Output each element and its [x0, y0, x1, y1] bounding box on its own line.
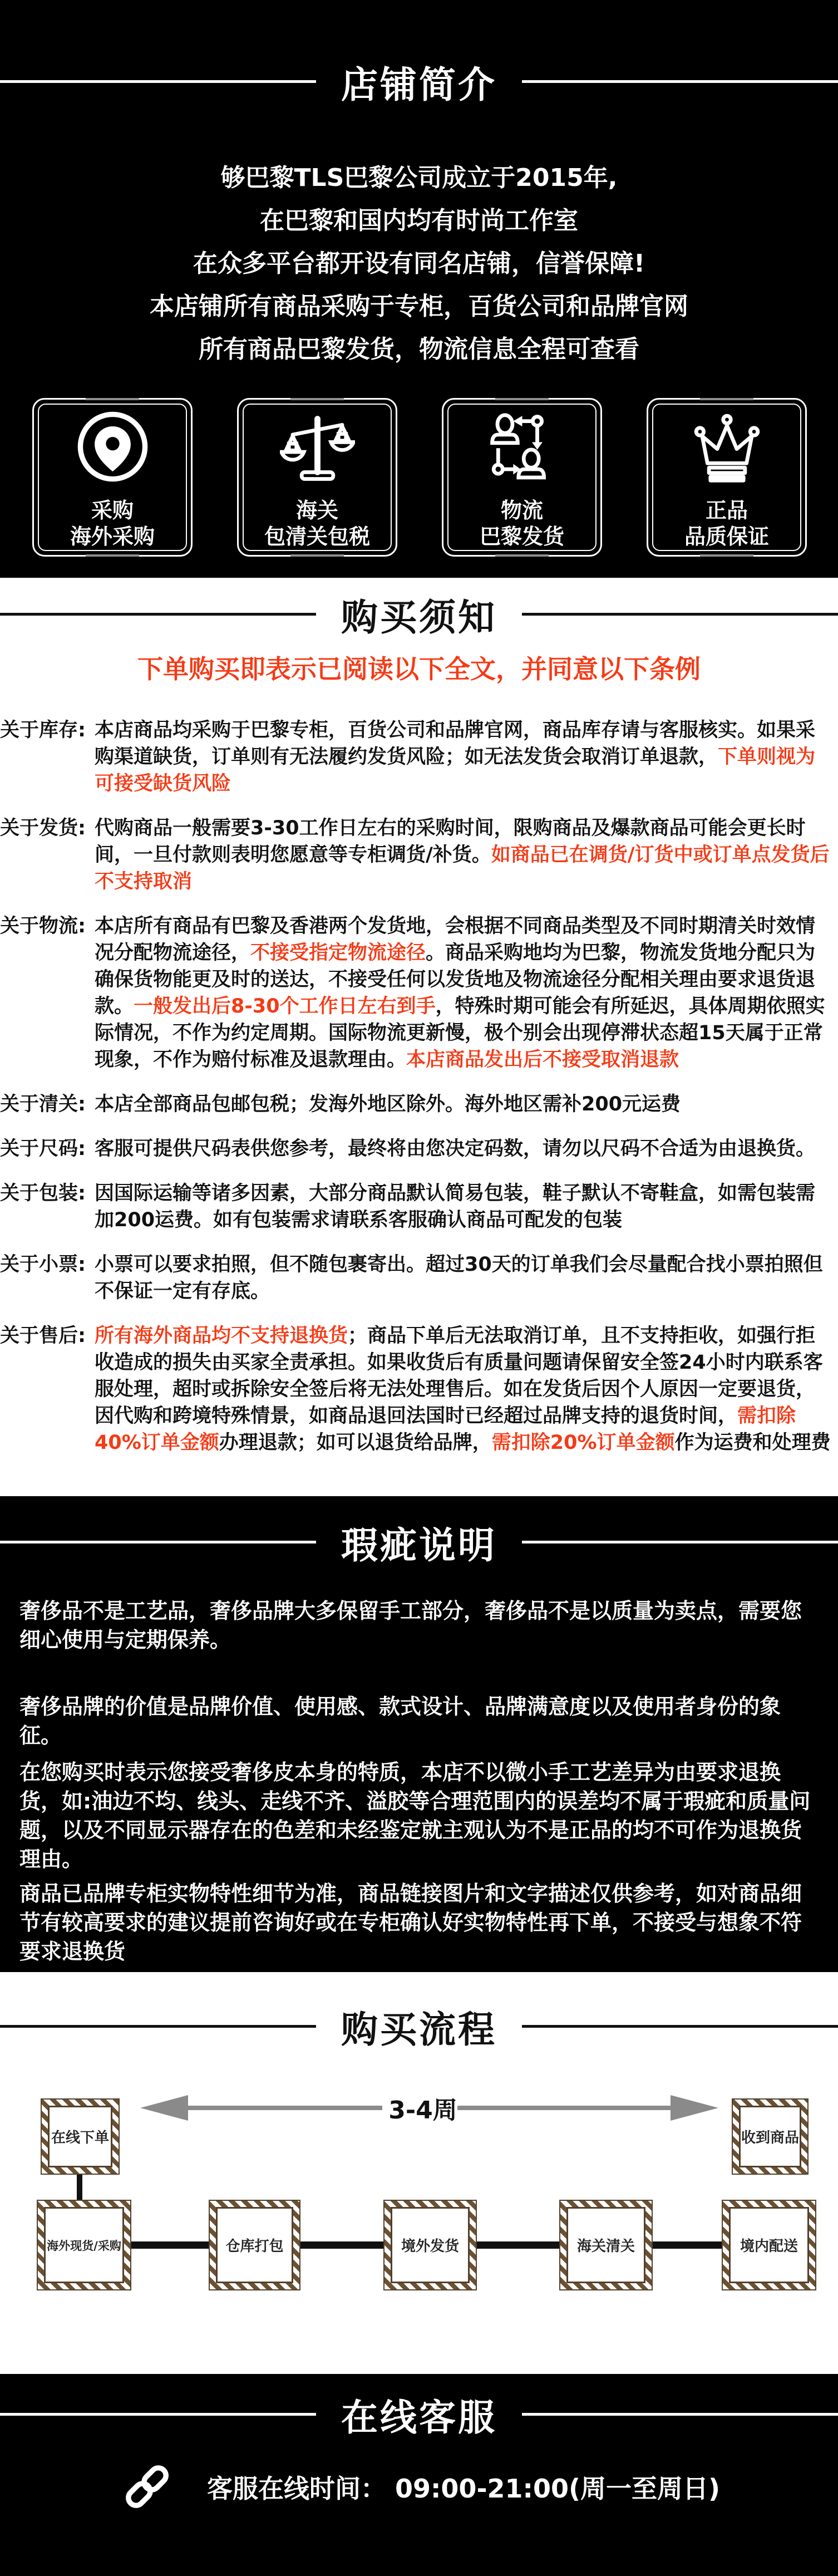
- store-intro-section: [0, 0, 838, 578]
- notice-label: 关于物流:: [0, 915, 86, 937]
- arrow-shaft-left: [188, 2106, 382, 2110]
- purchase-notice-title: 购买须知: [341, 596, 497, 639]
- flow-connector: [300, 2241, 383, 2249]
- frame-notch: [290, 398, 344, 400]
- flow-box-customs-clearance: 海关清关: [559, 2200, 653, 2290]
- arrowhead-right-icon: [671, 2095, 718, 2121]
- notice-body: 本店全部商品包邮包税；发海外地区除外。海外地区需补200元运费: [95, 1093, 681, 1115]
- notice-item-aftersale: [0, 1323, 834, 1456]
- notice-item-logistics: [0, 913, 834, 1073]
- notice-body: 因国际运输等诸多因素，大部分商品默认简易包装，鞋子默认不寄鞋盒，如需包装需加200运费。如有包装需求请联系客服确认商品可配发的包装: [95, 1182, 816, 1231]
- purchase-notice-title-bar: [0, 592, 838, 639]
- feature-box-purchase: [32, 398, 193, 557]
- feature-label: 采购 海外采购: [70, 498, 155, 549]
- purchase-flow-section: [0, 1972, 838, 2374]
- feature-label: 海关 包清关包税: [264, 498, 370, 549]
- title-rule-left: [0, 1541, 316, 1543]
- title-rule-right: [522, 1541, 838, 1543]
- notice-label: 关于发货:: [0, 817, 86, 839]
- defect-paragraph: 奢侈品牌的价值是品牌价值、使用感、款式设计、品牌满意度以及使用者身份的象征。: [19, 1694, 781, 1748]
- notice-item-receipt: [0, 1251, 834, 1305]
- defect-paragraph: 奢侈品不是工艺品，奢侈品牌大多保留手工部分，奢侈品不是以质量为卖点，需要您细心使用与定期保养。: [19, 1599, 802, 1652]
- title-rule-right: [522, 2025, 838, 2028]
- frame-notch: [495, 398, 549, 400]
- purchase-flow-title: 购买流程: [341, 2008, 497, 2051]
- arrowhead-left-icon: [140, 2095, 188, 2121]
- notice-body: 代购商品一般需要3-30工作日左右的采购时间，限购商品及爆款商品可能会更长时间，一旦付款则表明您愿意等专柜调货/补货。如商品已在调货/订货中或订单点发货后不支持取消: [95, 817, 830, 893]
- store-intro-text: [0, 156, 838, 371]
- notice-label: 关于小票:: [0, 1253, 86, 1276]
- title-rule-right: [522, 2413, 838, 2416]
- purchase-flow-title-bar: [0, 2004, 838, 2051]
- notice-list: [0, 717, 834, 1474]
- crown-icon: [689, 407, 765, 485]
- frame-notch: [86, 554, 139, 557]
- notice-body: 客服可提供尺码表供您参考，最终将由您决定码数，请勿以尺码不合适为由退换货。: [95, 1138, 816, 1160]
- flow-box-warehouse-packing: 仓库打包: [209, 2200, 300, 2290]
- notice-item-customs: [0, 1091, 834, 1118]
- flow-box-overseas-shipping: 境外发货: [383, 2200, 477, 2290]
- frame-notch: [700, 554, 753, 557]
- defect-paragraph: 在您购买时表示您接受奢侈皮本身的特质，本店不以微小手工艺差异为由要求退换货，如:油边不均、线头、走线不齐、溢胶等合理范围内的误差均不属于瑕疵和质量问题，以及不同显示器存在的色差和未经鉴定就主观认为不是正品的均不可作为退换货理由。: [19, 1760, 811, 1871]
- notice-label: 关于售后:: [0, 1325, 86, 1347]
- service-hours-row: [0, 2457, 838, 2516]
- notice-label: 关于尺码:: [0, 1138, 86, 1160]
- feature-box-authentic: [647, 398, 807, 557]
- notice-item-size: [0, 1135, 834, 1162]
- flow-duration-label: 3-4周: [388, 2096, 457, 2125]
- frame-notch: [495, 554, 549, 557]
- frame-notch: [86, 398, 139, 400]
- service-hours-text: 客服在线时间： 09:00-21:00(周一至周日): [207, 2473, 720, 2504]
- flow-box-order-online: 在线下单: [41, 2098, 120, 2175]
- flow-connector: [477, 2241, 559, 2249]
- defect-note-section: [0, 1496, 838, 1972]
- store-intro-title: 店铺简介: [341, 63, 497, 106]
- online-service-title: 在线客服: [341, 2396, 497, 2439]
- location-pin-icon: [75, 407, 150, 485]
- intro-line: 够巴黎TLS巴黎公司成立于2015年,: [220, 164, 618, 192]
- notice-item-packaging: [0, 1180, 834, 1233]
- logistics-icon: [485, 407, 560, 485]
- feature-box-logistics: [442, 398, 602, 557]
- arrow-shaft-right: [457, 2106, 673, 2110]
- online-service-title-bar: [0, 2392, 838, 2439]
- notice-body: 小票可以要求拍照，但不随包裹寄出。超过30天的订单我们会尽量配合找小票拍照但不保证一定有存底。: [95, 1253, 823, 1302]
- intro-line: 本店铺所有商品采购于专柜，百货公司和品牌官网: [150, 292, 688, 321]
- title-rule-left: [0, 613, 316, 616]
- flow-box-overseas-stock: 海外现货/采购: [37, 2200, 131, 2290]
- chain-link-icon: [118, 2457, 176, 2516]
- feature-label: 物流 巴黎发货: [479, 498, 564, 549]
- frame-notch: [290, 554, 344, 557]
- scale-icon: [280, 407, 355, 485]
- feature-box-customs: [237, 398, 397, 557]
- frame-notch: [700, 398, 753, 400]
- title-rule-right: [522, 80, 838, 83]
- intro-line: 在巴黎和国内均有时尚工作室: [260, 207, 578, 235]
- online-service-section: [0, 2374, 838, 2576]
- defect-paragraph: 商品已品牌专柜实物特性细节为准，商品链接图片和文字描述仅供参考，如对商品细节有较高要求的建议提前咨询好或在专柜确认好实物特性再下单，不接受与想象不符要求退换货: [19, 1881, 802, 1964]
- notice-label: 关于库存:: [0, 719, 86, 741]
- flow-box-domestic-delivery: 境内配送: [722, 2200, 816, 2290]
- defect-note-title-bar: [0, 1520, 838, 1567]
- flow-vertical-connector: [77, 2175, 82, 2200]
- notice-item-shipping: [0, 815, 834, 895]
- notice-body: 本店所有商品有巴黎及香港两个发货地，会根据不同商品类型及不同时期清关时效情况分配物流途径，不接受指定物流途径。商品采购地均为巴黎，物流发货地分配只为确保货物能更及时的送达，不接受任何以发货地及物流途径分配相关理由要求退货退款。一般发出后8-30个工作日左右到手，特殊时期可能会有所延迟，具体周期依照实际情况，不作为约定周期。国际物流更新慢，极个别会出现停滞状态超15天属于正常现象，不作为赔付标准及退款理由。本店商品发出后不接受取消退款: [95, 915, 825, 1071]
- feature-badges: [32, 398, 807, 557]
- notice-intro: 下单购买即表示已阅读以下全文，并同意以下条例: [137, 654, 701, 684]
- defect-note-title: 瑕疵说明: [341, 1523, 497, 1567]
- feature-label: 正品 品质保证: [684, 498, 769, 549]
- notice-label: 关于清关:: [0, 1093, 86, 1115]
- notice-label: 关于包装:: [0, 1182, 86, 1205]
- title-rule-left: [0, 80, 316, 83]
- title-rule-right: [522, 613, 838, 616]
- notice-body: 所有海外商品均不支持退换货；商品下单后无法取消订单，且不支持拒收，如强行拒收造成的损失由买家全责承担。如果收货后有质量问题请保留安全签24小时内联系客服处理，超时或拆除安全签后将无法处理售后。如在发货后因个人原因一定要退货，因代购和跨境特殊情景，如商品退回法国时已经超过品牌支持的退货时间，需扣除40%订单金额办理退款；如可以退货给品牌，需扣除20%订单金额作为运费和处理费: [95, 1325, 831, 1454]
- flow-connector: [653, 2241, 722, 2249]
- notice-body: 本店商品均采购于巴黎专柜，百货公司和品牌官网，商品库存请与客服核实。如果采购渠道缺货，订单则有无法履约发货风险；如无法发货会取消订单退款，下单则视为可接受缺货风险: [95, 719, 816, 795]
- store-intro-title-bar: [0, 59, 838, 104]
- purchase-notice-section: [0, 578, 838, 1496]
- notice-item-stock: [0, 717, 834, 797]
- intro-line: 所有商品巴黎发货，物流信息全程可查看: [199, 335, 639, 363]
- intro-line: 在众多平台都开设有同名店铺，信誉保障!: [193, 249, 645, 278]
- flow-box-receive-goods: 收到商品: [732, 2098, 809, 2175]
- title-rule-left: [0, 2413, 316, 2416]
- title-rule-left: [0, 2025, 316, 2028]
- flow-connector: [131, 2241, 209, 2249]
